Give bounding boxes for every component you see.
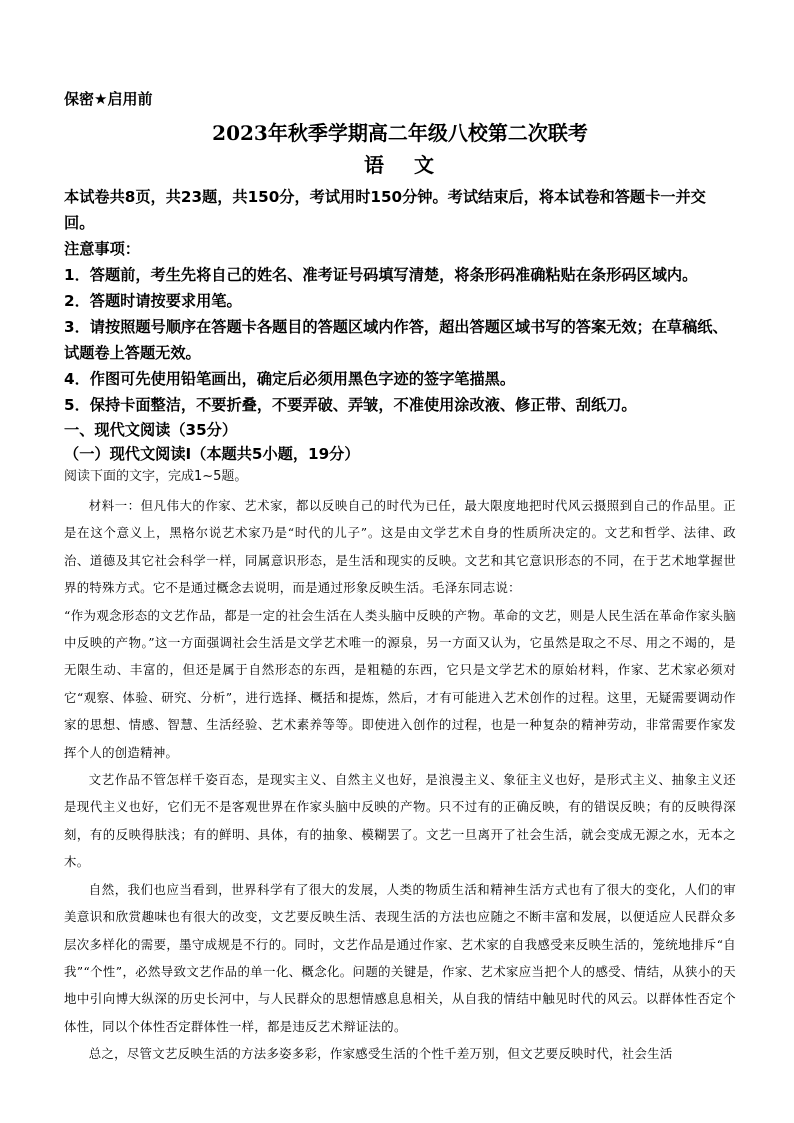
section-heading: 一、现代文阅读（35分） bbox=[64, 421, 238, 439]
note-item: 2．答题时请按要求用笔。 bbox=[64, 292, 242, 310]
exam-intro: 本试卷共8页，共23题，共150分，考试用时150分钟。考试结束后，将本试卷和答题卡一并交回。 bbox=[64, 188, 706, 232]
passage-paragraph: “作为观念形态的文艺作品，都是一定的社会生活在人类头脑中反映的产物。革命的文艺，则是人民生活在革命作家头脑中反映的产物。”这一方面强调社会生活是文学艺术唯一的源泉，另一方面又认为，它虽然是取之不尽、用之不竭的，是无限生动、丰富的，但还是属于自然形态的东西，是粗糙的东西，它只是文学艺术的原始材料，作家、艺术家必须对它“观察、体验、研究、分析”，进行选择、概括和提炼，然后，才有可能进入艺术创作的过程。这里，无疑需要调动作家的思想、情感、智慧、生活经验、艺术素养等等。即使进入创作的过程，也是一种复杂的精神劳动，非常需要作家发挥个人的创造精神。 bbox=[64, 607, 736, 760]
note-item: 3．请按照题号顺序在答题卡各题目的答题区域内作答，超出答题区域书写的答案无效；在草稿纸、试题卷上答题无效。 bbox=[64, 318, 728, 362]
subject-title bbox=[64, 150, 736, 180]
subject-char-1: 语 bbox=[364, 153, 386, 177]
note-item: 1．答题前，考生先将自己的姓名、准考证号码填写清楚，将条形码准确粘贴在条形码区域内。 bbox=[64, 266, 698, 284]
notes-heading: 注意事项： bbox=[64, 240, 140, 258]
reading-passage bbox=[64, 492, 736, 1068]
section-subheading: （一）现代文阅读Ⅰ（本题共5小题，19分） bbox=[64, 445, 360, 463]
passage-paragraph: 文艺作品不管怎样千姿百态，是现实主义、自然主义也好，是浪漫主义、象征主义也好，是形式主义、抽象主义还是现代主义也好，它们无不是客观世界在作家头脑中反映的产物。只不过有的正确反映，有的错误反映；有的反映得深刻，有的反映得肤浅；有的鲜明、具体，有的抽象、模糊罢了。文艺一旦离开了社会生活，就会变成无源之水，无本之木。 bbox=[64, 772, 736, 870]
passage-paragraph: 材料一：但凡伟大的作家、艺术家，都以反映自己的时代为已任，最大限度地把时代风云摄照到自己的作品里。正是在这个意义上，黑格尔说艺术家乃是“时代的儿子”。这是由文学艺术自身的性质所决定的。文艺和哲学、法律、政治、道德及其它社会科学一样，同属意识形态，是生活和现实的反映。文艺和其它意识形态的不同，在于艺术地掌握世界的特殊方式。它不是通过概念去说明，而是通过形象反映生活。毛泽东同志说： bbox=[64, 498, 736, 596]
passage-paragraph: 自然，我们也应当看到，世界科学有了很大的发展，人类的物质生活和精神生活方式也有了很大的变化，人们的审美意识和欣赏趣味也有很大的改变，文艺要反映生活、表现生活的方法也应随之不断丰富和发展，以便适应人民群众多层次多样化的需要，墨守成规是不行的。同时，文艺作品是通过作家、艺术家的自我感受来反映生活的，笼统地排斥“自我”“个性”，必然导致文艺作品的单一化、概念化。问题的关键是，作家、艺术家应当把个人的感受、情结，从狭小的天地中引向博大纵深的历史长河中，与人民群众的思想情感息息相关，从自我的情结中触见时代的风云。以群体性否定个体性，同以个体性否定群体性一样，都是违反艺术辩证法的。 bbox=[64, 881, 736, 1034]
note-item: 4．作图可先使用铅笔画出，确定后必须用黑色字迹的签字笔描黑。 bbox=[64, 370, 516, 388]
notes-list bbox=[64, 262, 736, 418]
reading-instruction: 阅读下面的文字，完成1~5题。 bbox=[64, 469, 248, 484]
confidential-label: 保密★启用前 bbox=[64, 90, 153, 108]
passage-paragraph: 总之，尽管文艺反映生活的方法多姿多彩，作家感受生活的个性千差万别，但文艺要反映时代，社会生活 bbox=[88, 1046, 673, 1062]
note-item: 5．保持卡面整洁，不要折叠，不要弄破、弄皱，不准使用涂改液、修正带、刮纸刀。 bbox=[64, 396, 637, 414]
exam-title: 2023年秋季学期高二年级八校第二次联考 bbox=[212, 121, 588, 145]
subject-char-2: 文 bbox=[414, 153, 436, 177]
